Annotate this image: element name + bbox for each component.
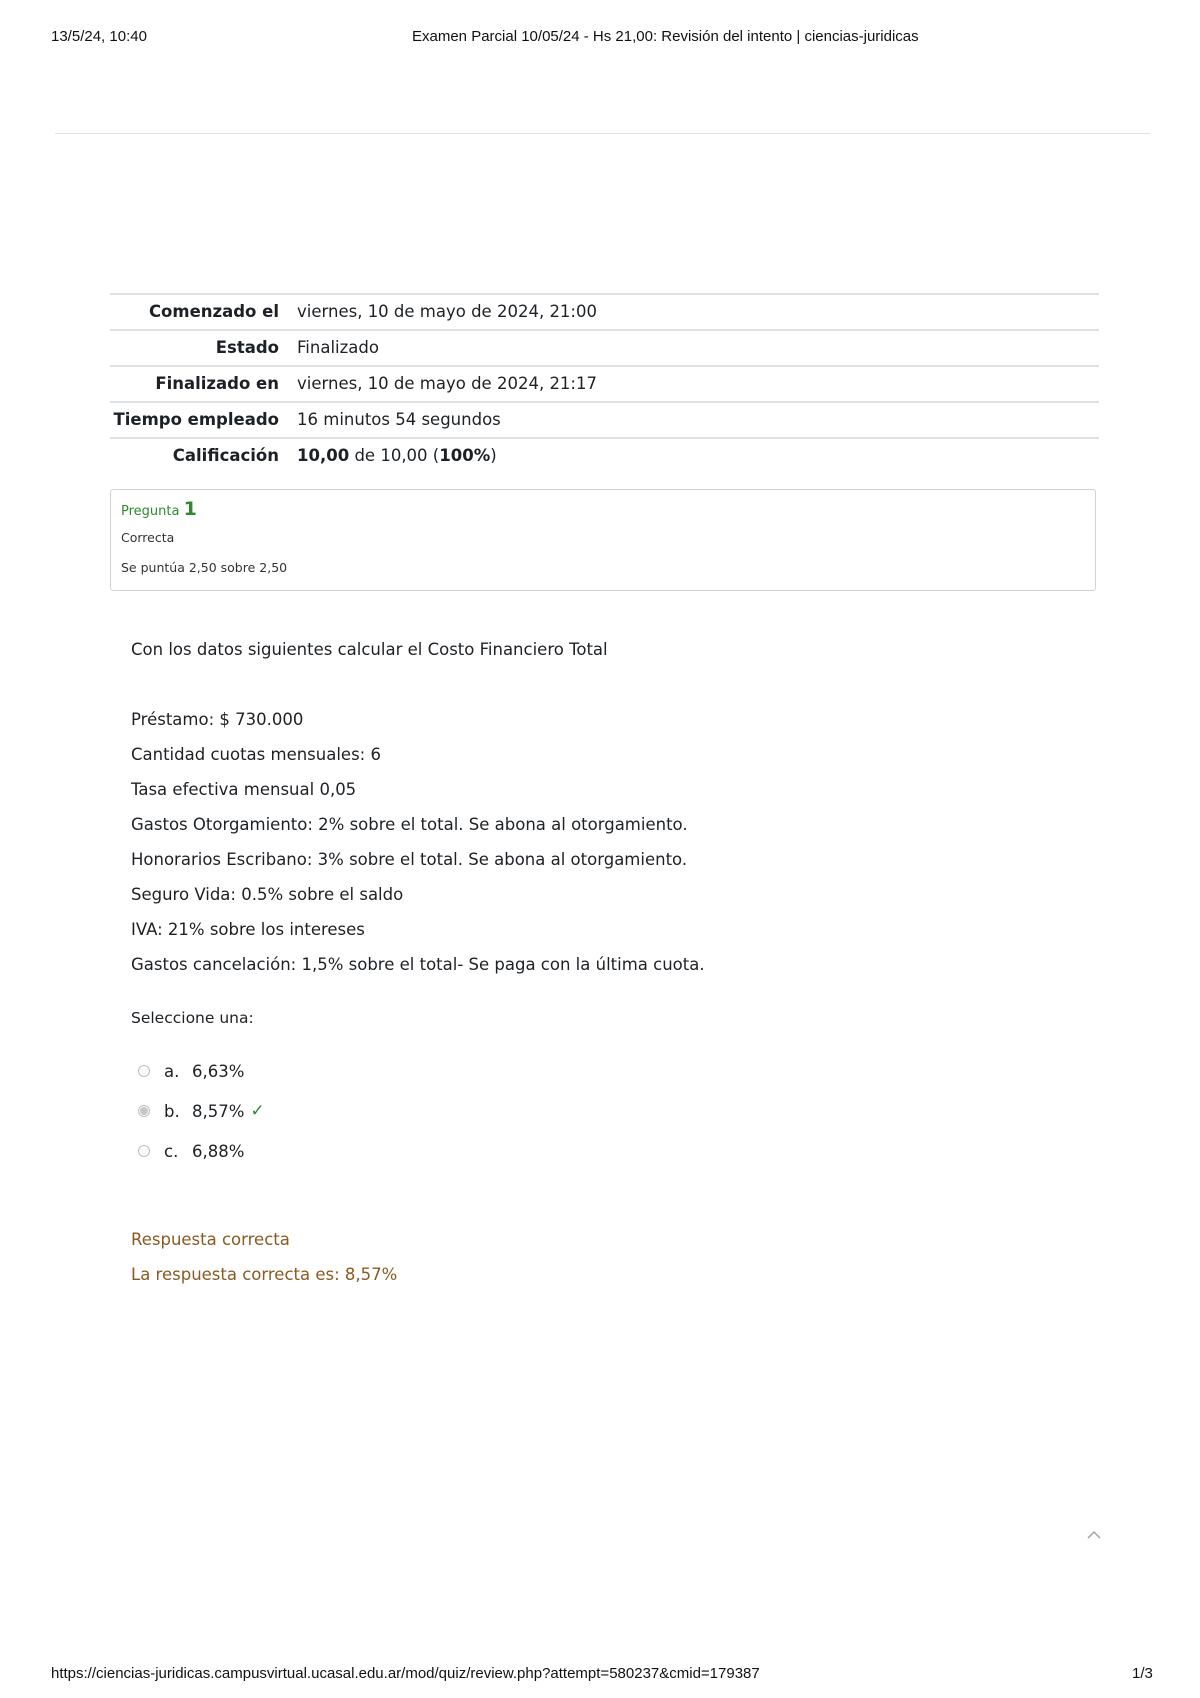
grade-of: de 10,00 ( — [349, 446, 440, 465]
grade-score: 10,00 — [297, 446, 350, 465]
question-intro: Con los datos siguientes calcular el Costo Financiero Total — [131, 640, 608, 659]
summary-row-finished — [110, 366, 1099, 402]
option-letter: b. — [164, 1101, 180, 1121]
option-text: 8,57% — [192, 1101, 245, 1121]
answer-option-b[interactable] — [138, 1099, 265, 1123]
question-data-line: Seguro Vida: 0.5% sobre el saldo — [131, 885, 404, 904]
answer-option-c[interactable] — [138, 1139, 265, 1163]
question-label: Pregunta — [121, 504, 180, 519]
summary-value: 16 minutos 54 segundos — [297, 410, 501, 429]
print-page-number: 1/3 — [1132, 1665, 1153, 1682]
attempt-summary-table — [110, 293, 1099, 473]
answer-options — [138, 1059, 265, 1179]
feedback-right-answer: La respuesta correcta es: 8,57% — [131, 1265, 398, 1284]
option-letter: c. — [164, 1141, 179, 1161]
summary-label: Finalizado en — [155, 374, 279, 393]
summary-value: viernes, 10 de mayo de 2024, 21:00 — [297, 302, 597, 321]
print-url: https://ciencias-juridicas.campusvirtual.ucasal.edu.ar/mod/quiz/review.php?attempt=580237&cmid=179387 — [51, 1665, 760, 1682]
summary-label: Comenzado el — [148, 302, 279, 321]
grade-percent: 100% — [439, 446, 491, 465]
print-page-title: Examen Parcial 10/05/24 - Hs 21,00: Revisión del intento | ciencias-juridicas — [412, 28, 919, 45]
question-number-value: 1 — [183, 498, 197, 520]
summary-label: Calificación — [172, 446, 279, 465]
question-state: Correcta — [121, 530, 175, 545]
correct-check-icon: ✓ — [250, 1101, 265, 1121]
answer-option-a[interactable] — [138, 1059, 265, 1083]
option-letter: a. — [164, 1061, 180, 1081]
radio-button[interactable] — [138, 1145, 150, 1157]
chevron-up-icon[interactable] — [1083, 1526, 1105, 1548]
summary-row-started — [110, 294, 1099, 330]
print-footer — [0, 1665, 1200, 1685]
question-data-line: Gastos Otorgamiento: 2% sobre el total. Se abona al otorgamiento. — [131, 815, 688, 834]
grade-close: ) — [490, 446, 497, 465]
chevron-up-icon-graphic — [1085, 1526, 1103, 1544]
question-grade: Se puntúa 2,50 sobre 2,50 — [121, 560, 288, 575]
answer-prompt: Seleccione una: — [131, 1009, 254, 1027]
summary-label: Estado — [215, 338, 279, 357]
question-data-line: Tasa efectiva mensual 0,05 — [131, 780, 357, 799]
answer-feedback — [131, 1228, 397, 1298]
option-text: 6,88% — [192, 1141, 245, 1161]
question-info-box — [110, 489, 1096, 591]
summary-value: viernes, 10 de mayo de 2024, 21:17 — [297, 374, 597, 393]
radio-button-selected[interactable] — [138, 1105, 150, 1117]
print-date: 13/5/24, 10:40 — [51, 28, 147, 45]
feedback-outcome: Respuesta correcta — [131, 1230, 290, 1249]
summary-label: Tiempo empleado — [113, 410, 279, 429]
summary-row-state — [110, 330, 1099, 366]
question-data-line: Préstamo: $ 730.000 — [131, 710, 304, 729]
question-data-line: Honorarios Escribano: 3% sobre el total. Se abona al otorgamiento. — [131, 850, 688, 869]
radio-button[interactable] — [138, 1065, 150, 1077]
option-text: 6,63% — [192, 1061, 245, 1081]
print-header — [0, 28, 1200, 50]
summary-value — [297, 438, 1099, 473]
summary-row-grade — [110, 438, 1099, 473]
summary-row-time-taken — [110, 402, 1099, 438]
summary-value: Finalizado — [297, 338, 379, 357]
header-divider — [55, 133, 1150, 134]
question-number — [121, 498, 1085, 523]
question-data-line: Gastos cancelación: 1,5% sobre el total- Se paga con la última cuota. — [131, 955, 705, 974]
question-data-line: Cantidad cuotas mensuales: 6 — [131, 745, 381, 764]
question-text — [131, 638, 1081, 988]
question-data-line: IVA: 21% sobre los intereses — [131, 920, 365, 939]
